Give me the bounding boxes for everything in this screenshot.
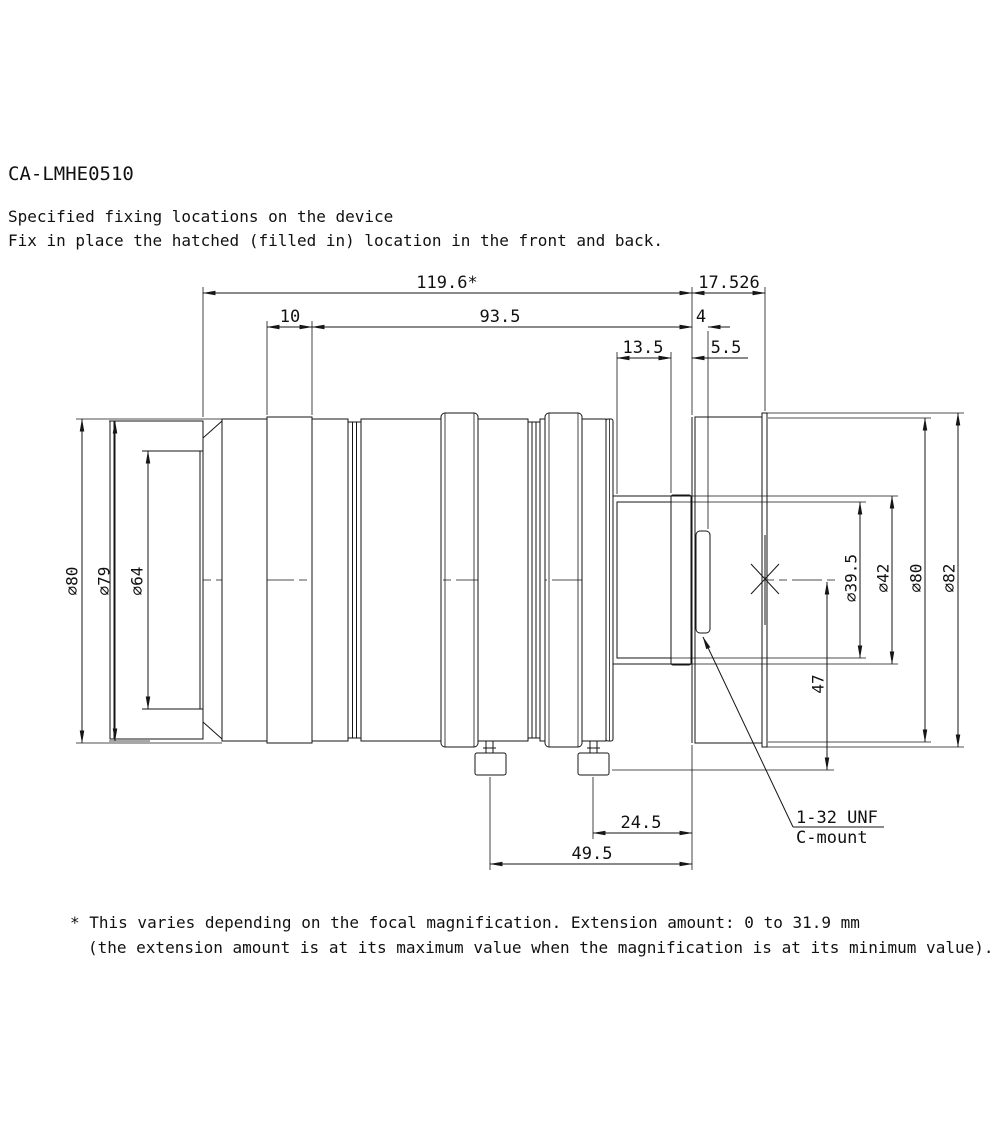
dim-label-flange-focal: 17.526 <box>698 273 760 293</box>
model-title: CA-LMHE0510 <box>8 163 134 185</box>
fixing-note-line1: Specified fixing locations on the device <box>8 207 394 226</box>
dim-label-rear-band: 13.5 <box>622 338 664 358</box>
dim-label-front-band: 10 <box>279 307 301 327</box>
fixing-note-line2: Fix in place the hatched (filled in) location in the front and back. <box>8 231 664 250</box>
thumbscrew-right-head <box>578 753 609 775</box>
dim-label-mid-span: 93.5 <box>479 307 521 327</box>
dim-label-rear-screw: 24.5 <box>620 813 662 833</box>
c-mount-stub <box>696 531 710 633</box>
dia-label-device-body: ∅80 <box>906 563 926 593</box>
thumbscrew-left-stem <box>483 741 496 753</box>
lens-body <box>110 413 838 775</box>
dim-label-front-screw: 49.5 <box>571 844 613 864</box>
dia-label-front-outer: ∅80 <box>62 566 82 596</box>
mount-thread-label: 1-32 UNF <box>796 808 878 828</box>
groove-ring-2 <box>528 422 540 738</box>
dia-label-rear-bore: ∅39.5 <box>841 553 861 603</box>
ring-b <box>312 419 348 741</box>
ring-a <box>222 419 267 741</box>
dim-front-band-ext <box>267 321 312 415</box>
rear-barrel <box>613 496 692 664</box>
dim-front-band <box>267 307 312 415</box>
dim-mid-span <box>312 307 692 327</box>
rear-section <box>582 419 606 741</box>
zoom-section <box>361 419 441 741</box>
dim-label-rear-gap: 5.5 <box>710 338 742 358</box>
dia-label-device-flange: ∅82 <box>939 563 959 593</box>
dia-label-front-bore: ∅64 <box>127 566 147 596</box>
dim-rear-gap <box>655 338 748 358</box>
thumbscrew-left <box>475 741 506 775</box>
groove-ring-1 <box>348 422 361 738</box>
mount-type-label: C-mount <box>796 828 868 848</box>
dim-label-axis-to-base: 47 <box>808 674 828 694</box>
dim-rear-band <box>617 338 671 494</box>
dia-label-barrel: ∅79 <box>94 566 114 596</box>
thumbscrew-right-stem <box>587 741 600 753</box>
mid-section <box>478 419 528 741</box>
dim-label-total-length: 119.6* <box>416 273 478 293</box>
dim-flange-focal <box>692 273 765 293</box>
thumbscrew-left-head <box>475 753 506 775</box>
thumbscrew-right <box>578 741 609 775</box>
groove-ring-2-land <box>540 419 545 741</box>
dim-rear-band-ext <box>617 352 671 494</box>
dim-label-mount-protrusion: 4 <box>695 307 707 327</box>
footnote-line2: (the extension amount is at its maximum value when the magnification is at its minimum value). <box>88 938 994 957</box>
footnote-line1: * This varies depending on the focal magnification. Extension amount: 0 to 31.9 mm <box>70 913 860 932</box>
front-cell <box>110 421 203 739</box>
dim-front-screw <box>490 844 692 864</box>
dim-total-length <box>203 273 765 417</box>
dia-label-rear-barrel: ∅42 <box>873 563 893 593</box>
